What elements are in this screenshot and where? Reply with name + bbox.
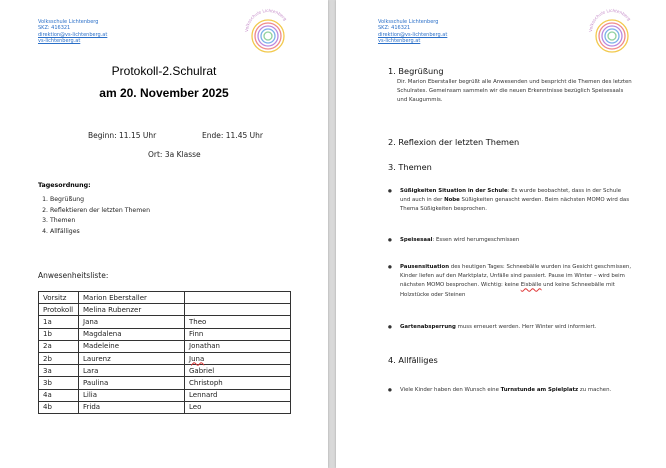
table-row [39,401,291,413]
attendance-table [38,291,291,414]
school-name: Volksschule Lichtenberg [378,19,439,25]
begin-time: Beginn: 11.15 Uhr [88,131,157,140]
page-1 [0,0,328,468]
agenda-list [38,195,150,237]
table-cell: Leo [185,401,291,413]
table-cell: Jonathan [185,340,291,352]
table-row [39,316,291,328]
topic-garden-fence [400,323,632,332]
table-cell: 1a [39,316,79,328]
topic-text: muss erneuert werden. Herr Winter wird informiert. [455,324,597,330]
logo-text: Volksschule Lichtenberg [587,7,632,33]
document-date: am 20. November 2025 [99,86,229,100]
school-email-link[interactable]: direktion@vs-lichtenberg.at [378,31,448,38]
table-cell: Protokoll [39,304,79,316]
logo-text: Volksschule Lichtenberg [243,7,288,33]
school-logo [242,6,294,58]
document-title: Protokoll-2.Schulrat [111,64,217,78]
school-header [378,19,447,45]
table-cell: Lilia [79,389,185,401]
table-cell: Melina Rubenzer [79,304,185,316]
topic-text: zu machen. [578,387,612,393]
table-cell: Magdalena [79,328,185,340]
table-cell [185,292,291,304]
table-cell: 3b [39,377,79,389]
topic-label: Süßigkeiten Situation in der Schule [400,188,508,194]
topic-sweets [400,187,632,215]
agenda-item: 1. Begrüßung [50,195,150,206]
table-row [39,292,291,304]
table-cell: Jana [79,316,185,328]
agenda-item: 4. Allfälliges [50,227,150,238]
table-row [39,340,291,352]
section-heading-2: 2. Reflexion der letzten Themen [388,137,520,147]
school-web-link[interactable]: vs-lichtenberg.at [38,38,81,45]
table-cell: Finn [185,328,291,340]
topic-label: Gartenabsperrung [400,324,456,330]
table-cell: Lara [79,365,185,377]
section-heading-3: 3. Themen [388,162,432,172]
agenda-title: Tagesordnung: [38,182,91,189]
table-cell: 2b [39,352,79,364]
spellcheck-word: Juna [189,354,205,363]
table-cell: Christoph [185,377,291,389]
table-cell: 3a [39,365,79,377]
table-cell: Paulina [79,377,185,389]
table-row [39,389,291,401]
topic-text: : Essen wird herumgeschmissen [432,237,520,243]
topic-text: Süßigkeiten genascht werden. Beim nächsten MOMO wird das Thema Süßigkeiten besprochen. [400,197,630,213]
topic-text: : Es wurde beobachtet, dass in der Schule und auch in der [400,188,622,204]
spellcheck-word: Eisbälle [520,282,542,289]
table-row [39,352,291,364]
section-heading-4: 4. Allfälliges [388,355,438,365]
table-cell: Gabriel [185,365,291,377]
table-cell: 2a [39,340,79,352]
table-row [39,328,291,340]
page-2 [336,0,666,468]
table-row [39,365,291,377]
table-cell: Frida [79,401,185,413]
table-cell: 1b [39,328,79,340]
agenda-item: 3. Themen [50,216,150,227]
meeting-location: Ort: 3a Klasse [148,150,201,159]
table-row [39,377,291,389]
table-cell: 4b [39,401,79,413]
end-time: Ende: 11.45 Uhr [202,131,263,140]
table-cell: Lennard [185,389,291,401]
topic-text: und keine Schneebälle mit Holzstücke oder Steinen [400,282,615,298]
table-row [39,304,291,316]
school-header [38,19,107,45]
topic-gym-lesson [400,386,632,395]
topic-label: Nobe [444,197,460,204]
topic-break [400,263,632,300]
topic-text: Viele Kinder haben den Wunsch eine [400,387,501,393]
table-cell: Laurenz [79,352,185,364]
table-cell: Madeleine [79,340,185,352]
topic-text: des heutigen Tages: Schneebälle wurden ins Gesicht geschmissen, Kinder liefen auf den Marktplatz, Unfälle sind passiert. Pause im Winter – wird beim nächsten MOMO besprochen. Wichtig: keine [400,264,632,289]
table-cell: 4a [39,389,79,401]
topic-dining-hall [400,236,632,245]
table-cell [185,304,291,316]
section-1-text: Dir. Marion Eberstaller begrüßt alle Anwesenden und bespricht die Themen des letzten Schulrates. Gemeinsam sammeln wir die neuen Erkenntnisse bezüglich Speisesaals und Kaugummis. [397,79,632,104]
table-cell [185,352,291,364]
table-cell: Theo [185,316,291,328]
school-web-link[interactable]: vs-lichtenberg.at [378,38,421,45]
attendance-title: Anwesenheitsliste: [38,271,109,280]
school-name: Volksschule Lichtenberg [38,19,99,25]
section-heading-1: 1. Begrüßung [388,66,444,76]
topic-label: Speisesaal [400,237,433,243]
table-cell: Vorsitz [39,292,79,304]
school-logo [586,6,638,58]
school-email-link[interactable]: direktion@vs-lichtenberg.at [38,31,108,38]
school-skz: SKZ: 416321 [38,25,71,32]
agenda-item: 2. Reflektieren der letzten Themen [50,206,150,217]
school-skz: SKZ: 416321 [378,25,411,32]
topic-label: Turnstunde am Spielplatz [500,387,579,393]
topic-label: Pausensituation [400,264,450,270]
table-cell: Marion Eberstaller [79,292,185,304]
